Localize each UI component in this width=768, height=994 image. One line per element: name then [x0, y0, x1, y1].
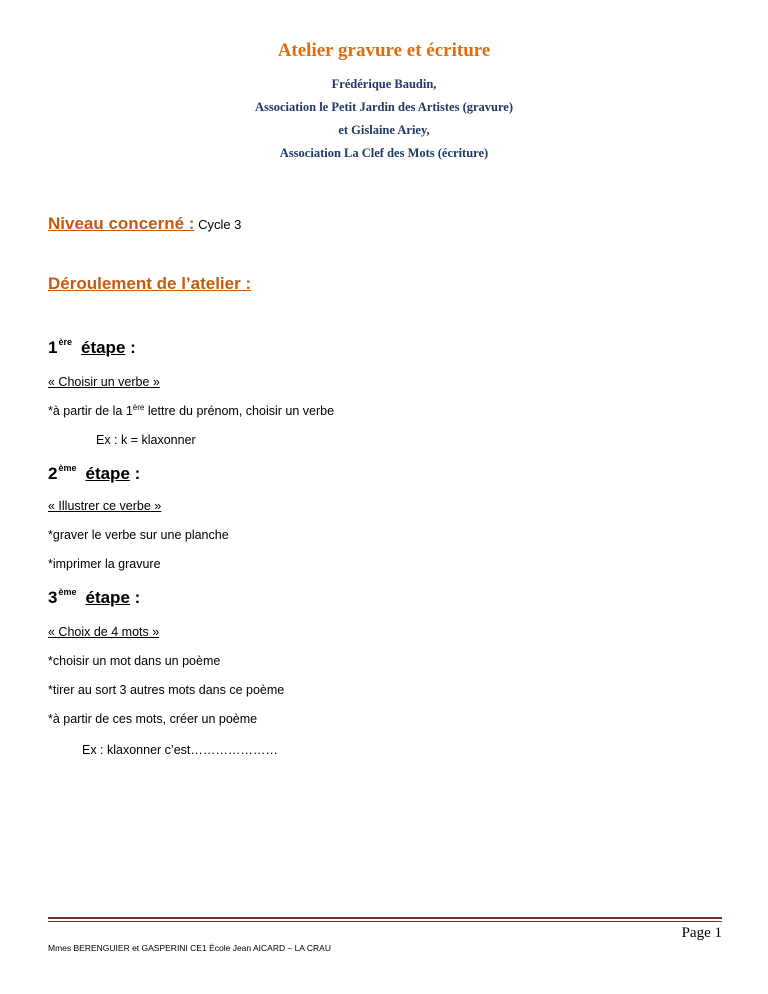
step-2-word: étape: [85, 464, 130, 483]
step-1-line: [48, 403, 334, 418]
step-2-colon: :: [129, 464, 141, 483]
step-1-sup: ère: [58, 337, 72, 347]
step-1-colon: :: [125, 338, 136, 357]
step-3-item-2: *tirer au sort 3 autres mots dans ce poème: [48, 683, 285, 697]
step-1-example: Ex : k = klaxonner: [96, 433, 196, 447]
step-3-number: 3: [48, 588, 58, 607]
step-1-word: étape: [80, 338, 126, 357]
step-2-heading: [48, 463, 140, 484]
footer-text: Mmes BERENGUIER et GASPERINI CE1 École Jean AICARD – LA CRAU: [48, 943, 331, 953]
niveau-value: Cycle 3: [194, 217, 242, 232]
step-3-word: étape: [85, 588, 130, 607]
niveau-heading: [48, 214, 241, 234]
step-3-item-1: *choisir un mot dans un poème: [48, 654, 221, 668]
niveau-label: Niveau concerné :: [48, 214, 195, 233]
deroulement-label: Déroulement de l’atelier :: [48, 274, 252, 293]
author-line-3: et Gislaine Ariey,: [338, 123, 430, 137]
step-2-item-2: *imprimer la gravure: [48, 557, 161, 571]
document-title: Atelier gravure et écriture: [277, 40, 491, 61]
step-3-item-3: *à partir de ces mots, créer un poème: [48, 712, 258, 726]
step-2-subtitle: « Illustrer ce verbe »: [48, 499, 162, 513]
step-3-sup: ème: [58, 587, 77, 597]
step-3-subtitle: « Choix de 4 mots »: [48, 625, 160, 639]
step-1-subtitle: « Choisir un verbe »: [48, 375, 160, 389]
step-1-line-sup: ère: [132, 403, 145, 412]
author-line-2: Association le Petit Jardin des Artistes (gravure): [254, 100, 514, 114]
step-3-colon: :: [129, 588, 141, 607]
step-2-sup: ème: [58, 463, 77, 473]
footer-rule-thin: [48, 921, 722, 922]
page-number: Page 1: [681, 925, 722, 941]
author-line-4: Association La Clef des Mots (écriture): [279, 146, 489, 160]
step-3-heading: [48, 587, 140, 608]
footer-rule-thick: [48, 917, 722, 919]
author-line-1: Frédérique Baudin,: [331, 77, 437, 91]
step-2-item-1: *graver le verbe sur une planche: [48, 528, 229, 542]
step-1-line-a: *à partir de la 1: [48, 404, 133, 418]
step-1-line-b: lettre du prénom, choisir un verbe: [144, 404, 335, 418]
step-1-heading: [48, 337, 136, 358]
step-1-number: 1: [48, 338, 58, 357]
deroulement-heading: [48, 274, 251, 294]
step-2-number: 2: [48, 464, 58, 483]
step-3-example: Ex : klaxonner c’est…………………: [82, 743, 278, 757]
